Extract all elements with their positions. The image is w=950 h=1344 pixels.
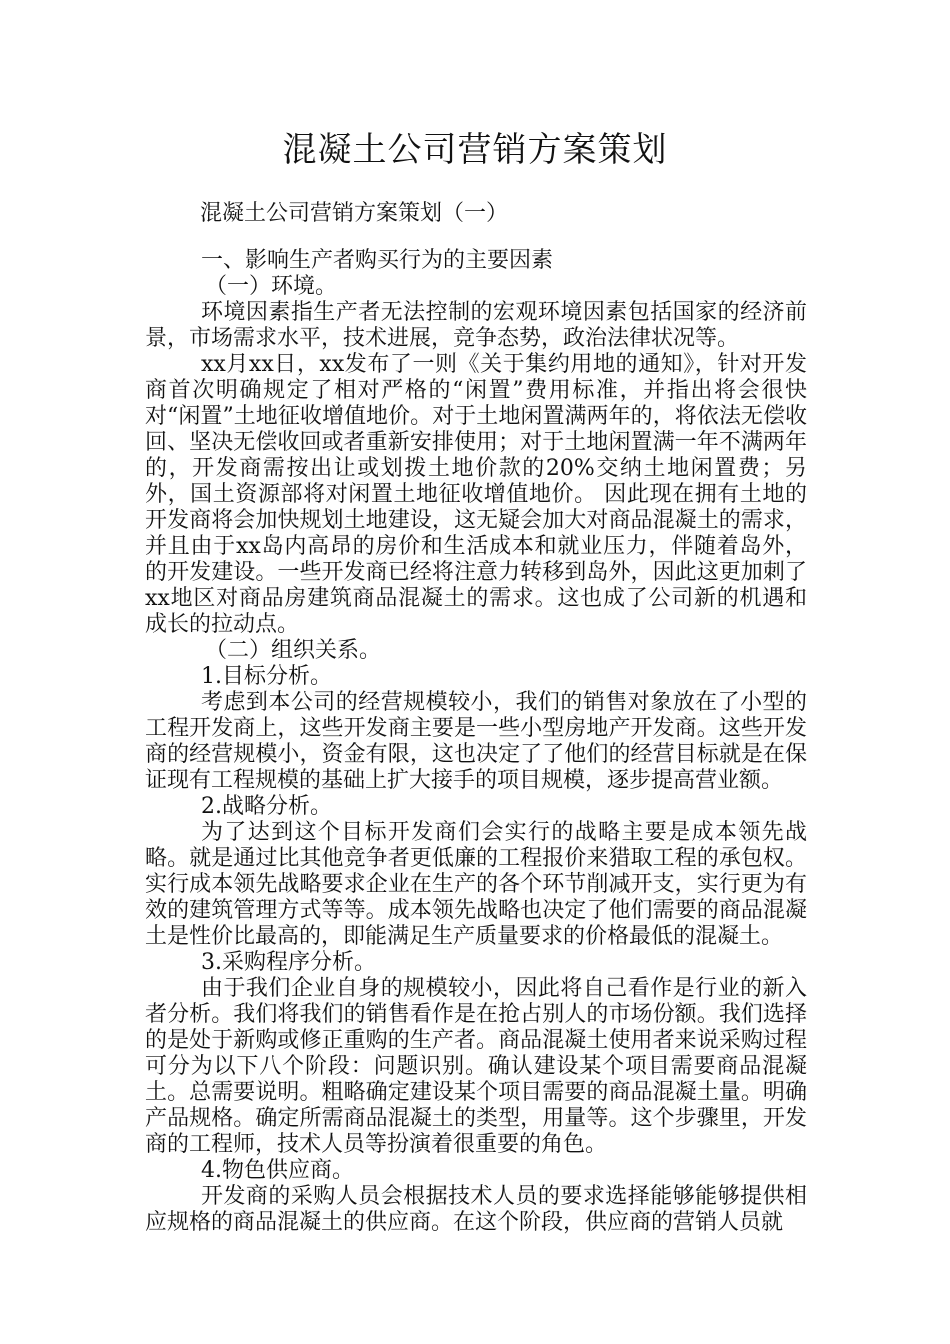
document-subtitle: 混凝土公司营销方案策划（一） [200,201,509,226]
section-heading: 一、影响生产者购买行为的主要因素 [201,248,554,273]
paragraph: 由于我们企业自身的规模较小，因此将自己看作是行业的新入者分析。我们将我们的销售看作是在抢占别人的市场份额。我们选择的是处于新购或修正重购的生产者。商品混凝土使用者来说采购过程可分为以下八个阶段：问题识别。确认建设某个项目需要商品混凝土。总需要说明。粗略确定建设某个项目需要的商品混凝土量。明确产品规格。确定所需商品混凝土的类型，用量等。这个步骤里，开发商的工程师，技术人员等扮演着很重要的角色。 [145,976,807,1157]
paragraph: xx月xx日，xx发布了一则《关于集约用地的通知》，针对开发商首次明确规定了相对严格的“闲置”费用标准，并指出将会很快对“闲置”土地征收增值地价。对于土地闲置满两年的，将依法无偿收回、坚决无偿收回或者重新安排使用；对于土地闲置满一年不满两年的，开发商需按出让或划拨土地价款的20%交纳土地闲置费；另外，国土资源部将对闲置土地征收增值地价。 因此现在拥有土地的开发商将会加快规划土地建设，这无疑会加大对商品混凝土的需求，并且由于xx岛内高昂的房价和生活成本和就业压力，伴随着岛外，的开发建设。一些开发商已经将注意力转移到岛外，因此这更加刺了xx地区对商品房建筑商品混凝土的需求。这也成了公司新的机遇和成长的拉动点。 [145,352,807,637]
item-heading: 3.采购程序分析。 [201,950,376,975]
paragraph: 开发商的采购人员会根据技术人员的要求选择能够能够提供相应规格的商品混凝土的供应商。在这个阶段，供应商的营销人员就 [145,1184,807,1235]
paragraph: 环境因素指生产者无法控制的宏观环境因素包括国家的经济前景，市场需求水平，技术进展，竞争态势，政治法律状况等。 [145,300,807,351]
subsection-heading: （一）环境。 [205,274,338,299]
paragraph: 为了达到这个目标开发商们会实行的战略主要是成本领先战略。就是通过比其他竞争者更低廉的工程报价来猎取工程的承包权。实行成本领先战略要求企业在生产的各个环节削减开支，实行更为有效的建筑管理方式等等。成本领先战略也决定了他们需要的商品混凝土是性价比最高的，即能满足生产质量要求的价格最低的混凝土。 [145,820,807,949]
item-heading: 4.物色供应商。 [201,1158,354,1183]
document-body [145,248,807,1236]
paragraph: 考虑到本公司的经营规模较小，我们的销售对象放在了小型的工程开发商上，这些开发商主要是一些小型房地产开发商。这些开发商的经营规模小，资金有限，这也决定了了他们的经营目标就是在保证现有工程规模的基础上扩大接手的项目规模，逐步提高营业额。 [145,690,807,793]
subsection-heading: （二）组织关系。 [205,638,382,663]
item-heading: 1.目标分析。 [201,664,332,689]
document-title: 混凝土公司营销方案策划 [282,130,668,170]
item-heading: 2.战略分析。 [201,794,332,819]
